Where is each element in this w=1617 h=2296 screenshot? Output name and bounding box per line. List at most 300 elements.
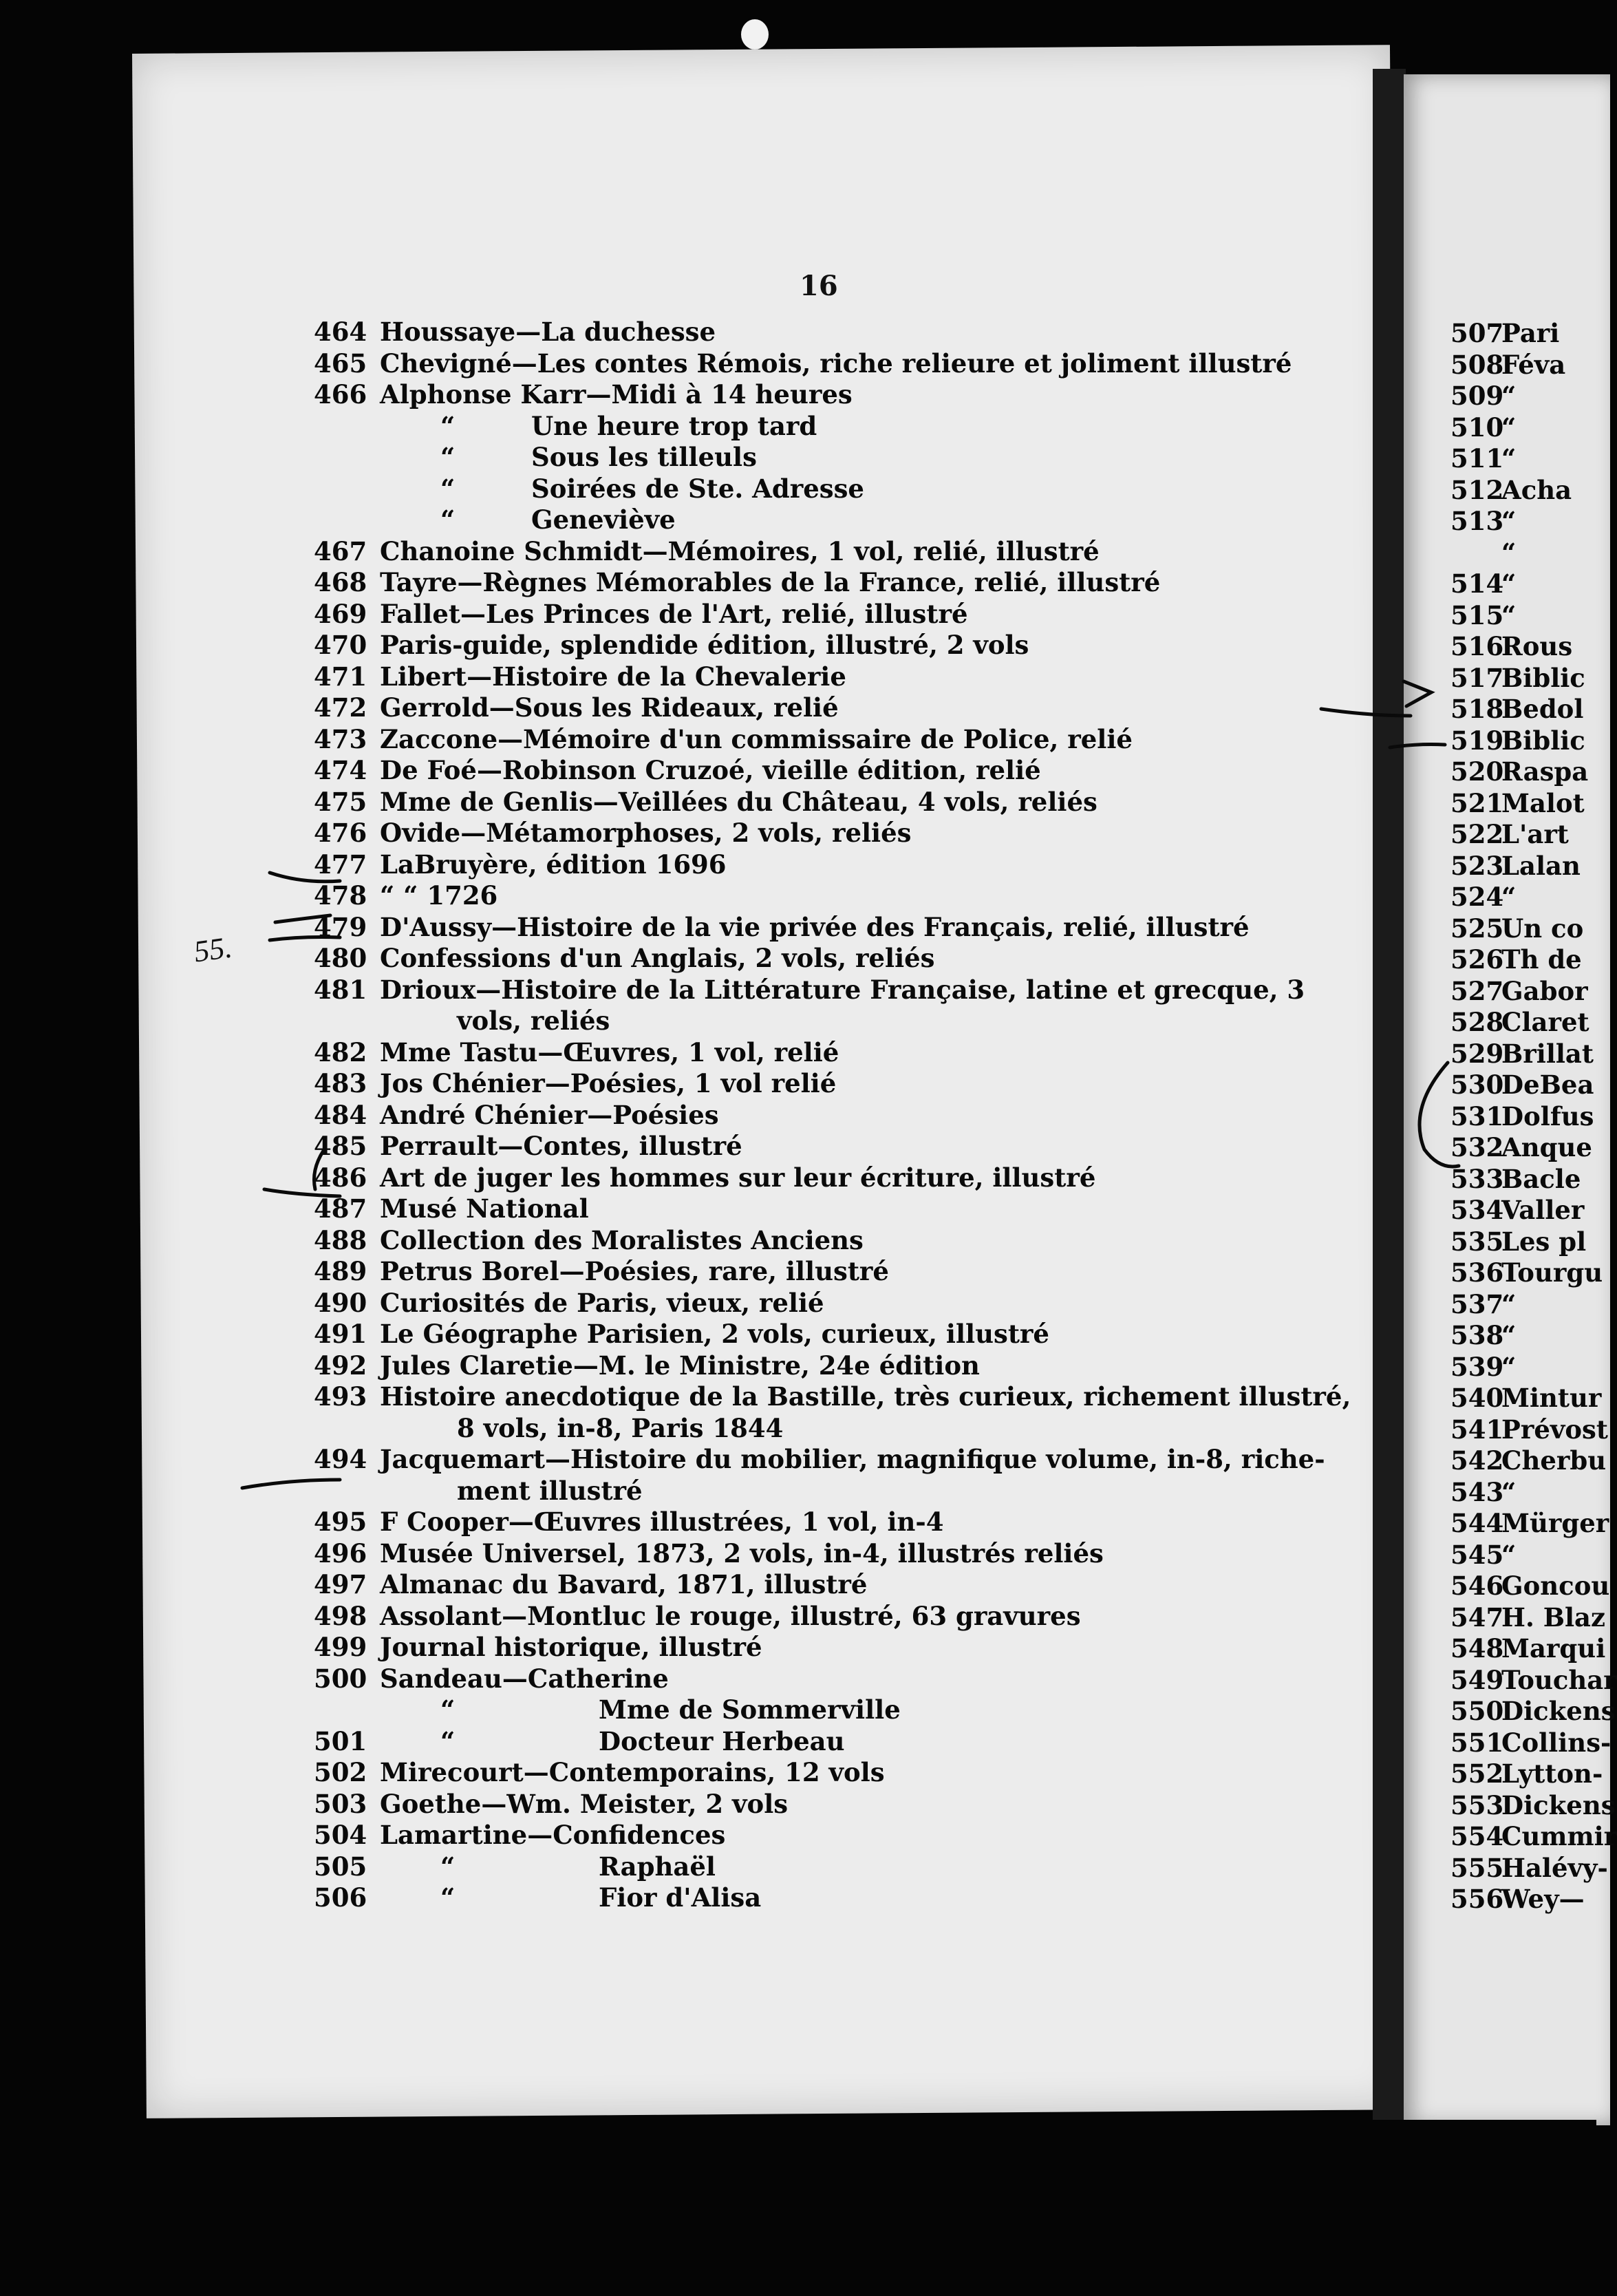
entry-number: 509 — [1450, 381, 1504, 411]
entry-text: Mme de Genlis—Veillées du Château, 4 vols, reliés — [380, 786, 1097, 817]
entry-text: Wey— — [1501, 1884, 1585, 1914]
ditto-mark: “ — [440, 473, 456, 504]
entry-text: “ — [1501, 1351, 1517, 1382]
entry-number: 503 — [314, 1788, 367, 1819]
entry-number: 469 — [314, 598, 367, 629]
entry-number: 553 — [1450, 1789, 1504, 1820]
entry-number: 519 — [1450, 725, 1504, 756]
catalogue-entry — [314, 317, 1318, 348]
right-catalogue-entry — [1450, 1853, 1617, 1884]
entry-number: 554 — [1450, 1821, 1504, 1851]
right-catalogue-entry — [1450, 1070, 1617, 1101]
right-catalogue-entry — [1450, 1571, 1617, 1602]
entry-text: Rous — [1501, 631, 1573, 661]
entry-text: Bedol — [1501, 694, 1584, 724]
entry-text: Curiosités de Paris, vieux, relié — [380, 1287, 824, 1318]
entry-number: 523 — [1450, 850, 1504, 881]
entry-number: 470 — [314, 630, 367, 660]
entry-number: 514 — [1450, 568, 1504, 599]
entry-number: 492 — [314, 1350, 367, 1381]
entry-number: 538 — [1450, 1320, 1504, 1350]
entry-text: Biblic — [1501, 662, 1585, 693]
catalogue-entry — [314, 567, 1318, 599]
entry-text: D'Aussy—Histoire de la vie privée des Français, relié, illustré — [380, 911, 1250, 942]
entry-text: “ — [1501, 1288, 1517, 1319]
entry-number: 537 — [1450, 1288, 1504, 1319]
entry-number: 481 — [314, 974, 367, 1005]
right-catalogue-entry — [1450, 1383, 1617, 1414]
right-catalogue-entry — [1450, 788, 1617, 820]
entry-number: 473 — [314, 723, 367, 754]
right-catalogue-entry — [1450, 913, 1617, 945]
entry-number: 551 — [1450, 1727, 1504, 1758]
entry-text: Perrault—Contes, illustré — [380, 1131, 742, 1161]
catalogue-entry — [314, 1162, 1318, 1194]
entry-text: Sous les tilleuls — [531, 442, 757, 472]
scan-border — [0, 2120, 1596, 2296]
entry-text: Cherbu — [1501, 1445, 1607, 1476]
right-catalogue-entry — [1450, 1758, 1617, 1790]
right-catalogue-entry — [1450, 756, 1617, 788]
entry-number: 526 — [1450, 944, 1504, 975]
entry-number: 556 — [1450, 1884, 1504, 1914]
entry-number: 539 — [1450, 1351, 1504, 1382]
catalogue-entry — [314, 1193, 1318, 1225]
right-catalogue-entry — [1450, 350, 1617, 381]
entry-number: 476 — [314, 818, 367, 848]
entry-text: Ovide—Métamorphoses, 2 vols, reliés — [380, 818, 912, 848]
right-catalogue-entry — [1450, 1007, 1617, 1039]
right-catalogue-entry — [1450, 412, 1617, 444]
entry-number: 490 — [314, 1287, 367, 1318]
catalogue-entry — [314, 1726, 1318, 1758]
catalogue-entry — [314, 1037, 1318, 1069]
right-catalogue-entry — [1450, 1039, 1617, 1070]
entry-number: 529 — [1450, 1038, 1504, 1069]
entry-text: DeBea — [1501, 1070, 1594, 1100]
entry-text: Journal historique, illustré — [380, 1632, 762, 1662]
entry-text: Chanoine Schmidt—Mémoires, 1 vol, relié, illustré — [380, 535, 1100, 566]
entry-number: 535 — [1450, 1226, 1504, 1257]
catalogue-entry — [314, 504, 1318, 536]
catalogue-entry — [314, 1288, 1318, 1319]
entry-number — [1450, 538, 1495, 569]
entry-number: 487 — [314, 1193, 367, 1224]
entry-text: Halévy- — [1501, 1852, 1608, 1883]
catalogue-entry — [314, 1632, 1318, 1663]
entry-text: Mürger — [1501, 1508, 1609, 1538]
catalogue-entry — [314, 1663, 1318, 1695]
right-catalogue-entry — [1450, 976, 1617, 1008]
entry-text: Anque — [1501, 1132, 1592, 1162]
entry-number: 541 — [1450, 1414, 1504, 1445]
right-catalogue-entry — [1450, 1445, 1617, 1477]
right-catalogue-entry — [1450, 819, 1617, 851]
entry-number: 533 — [1450, 1163, 1504, 1194]
entry-text: Mintur — [1501, 1383, 1602, 1413]
catalogue-entry — [314, 1381, 1351, 1413]
entry-text: Prévost — [1501, 1414, 1608, 1445]
right-catalogue-entry — [1450, 1540, 1617, 1571]
right-catalogue-entry — [1450, 568, 1617, 600]
entry-number: 543 — [1450, 1476, 1504, 1507]
catalogue-entry — [314, 912, 1318, 944]
catalogue-entry — [314, 379, 1318, 411]
catalogue-entry — [314, 1757, 1318, 1789]
entry-number: 485 — [314, 1131, 367, 1161]
catalogue-entry — [314, 724, 1318, 756]
entry-number: 532 — [1450, 1132, 1504, 1162]
right-catalogue-entry — [1450, 1602, 1617, 1634]
entry-number: 508 — [1450, 349, 1504, 380]
right-catalogue-entry — [1450, 600, 1617, 632]
entry-number: 499 — [314, 1632, 367, 1662]
catalogue-entry — [314, 1601, 1318, 1633]
entry-text: “ — [1501, 1539, 1517, 1570]
catalogue-entry — [314, 1789, 1318, 1820]
catalogue-entry — [314, 599, 1318, 630]
ditto-mark: “ — [440, 1851, 456, 1882]
entry-text: Goncou — [1501, 1571, 1610, 1601]
entry-text: Marqui — [1501, 1633, 1606, 1663]
catalogue-entry — [314, 1851, 1318, 1883]
entry-text: Tayre—Règnes Mémorables de la France, relié, illustré — [380, 567, 1161, 597]
entry-number: 480 — [314, 943, 367, 973]
entry-number: 472 — [314, 692, 367, 723]
catalogue-entry — [314, 943, 1318, 975]
entry-text: “ — [1501, 506, 1517, 536]
entry-number: 522 — [1450, 819, 1504, 849]
catalogue-list — [314, 317, 1351, 1914]
entry-text: Pari — [1501, 318, 1560, 348]
entry-number: 507 — [1450, 318, 1504, 348]
entry-number: 486 — [314, 1162, 367, 1193]
catalogue-entry — [314, 1350, 1318, 1382]
right-catalogue-entry — [1450, 443, 1617, 475]
entry-text: Petrus Borel—Poésies, rare, illustré — [380, 1256, 889, 1286]
catalogue-entry — [314, 411, 1318, 443]
right-catalogue-entry — [1450, 1633, 1617, 1665]
catalogue-entry — [314, 1476, 1318, 1507]
entry-number: 527 — [1450, 975, 1504, 1006]
catalogue-entry — [314, 1068, 1318, 1100]
ditto-mark: “ — [440, 504, 456, 535]
entry-number: 477 — [314, 849, 367, 880]
entry-text: Lytton- — [1501, 1758, 1603, 1789]
right-catalogue-entry — [1450, 506, 1617, 538]
entry-number: 510 — [1450, 412, 1504, 443]
entry-text: L'art — [1501, 819, 1569, 849]
ditto-mark: “ — [440, 1882, 456, 1913]
catalogue-entry — [314, 1100, 1318, 1131]
right-catalogue-entry — [1450, 631, 1617, 663]
entry-number: 497 — [314, 1569, 367, 1599]
entry-number: 505 — [314, 1851, 367, 1882]
right-catalogue-entry — [1450, 1352, 1617, 1383]
entry-number: 545 — [1450, 1539, 1504, 1570]
entry-number: 534 — [1450, 1195, 1504, 1225]
entry-text: Jules Claretie—M. le Ministre, 24e édition — [380, 1350, 980, 1381]
entry-number: 524 — [1450, 882, 1504, 912]
catalogue-entry — [314, 692, 1318, 724]
entry-number: 501 — [314, 1725, 367, 1756]
catalogue-entry — [314, 1256, 1318, 1288]
catalogue-entry — [314, 755, 1318, 787]
entry-text: Musée Universel, 1873, 2 vols, in-4, illustrés reliés — [380, 1538, 1104, 1569]
right-catalogue-entry — [1450, 694, 1617, 725]
entry-number: 489 — [314, 1256, 367, 1286]
entry-number: 498 — [314, 1600, 367, 1631]
entry-text: Bacle — [1501, 1163, 1581, 1194]
entry-number: 517 — [1450, 662, 1504, 693]
catalogue-entry — [314, 880, 1318, 912]
entry-text: Confessions d'un Anglais, 2 vols, reliés — [380, 943, 935, 973]
right-catalogue-entry — [1450, 538, 1617, 569]
entry-text: Zaccone—Mémoire d'un commissaire de Police, relié — [380, 723, 1133, 754]
entry-text: Jacquemart—Histoire du mobilier, magnifique volume, in-8, riche- — [380, 1444, 1325, 1474]
entry-number: 515 — [1450, 599, 1504, 630]
right-catalogue-entry — [1450, 1257, 1617, 1289]
entry-text: vols, reliés — [457, 1006, 610, 1036]
catalogue-entry — [314, 1413, 1318, 1445]
entry-number: 467 — [314, 535, 367, 566]
entry-text: Musé National — [380, 1193, 589, 1224]
entry-number: 518 — [1450, 694, 1504, 724]
entry-text: Paris-guide, splendide édition, illustré, 2 vols — [380, 630, 1029, 660]
entry-number: 547 — [1450, 1602, 1504, 1633]
entry-number: 479 — [314, 911, 367, 942]
entry-text: “ — [1501, 1476, 1517, 1507]
entry-number: 552 — [1450, 1758, 1504, 1789]
entry-number: 520 — [1450, 756, 1504, 787]
catalogue-entry — [314, 661, 1318, 693]
catalogue-entry — [314, 849, 1318, 881]
entry-text: Jos Chénier—Poésies, 1 vol relié — [380, 1068, 837, 1098]
entry-text: Dickens — [1501, 1696, 1616, 1726]
entry-number: 530 — [1450, 1070, 1504, 1100]
entry-text: H. Blaz — [1501, 1602, 1606, 1633]
entry-number: 525 — [1450, 913, 1504, 944]
right-catalogue-entry — [1450, 1101, 1617, 1133]
catalogue-entry — [314, 1694, 1318, 1726]
entry-number: 500 — [314, 1663, 367, 1694]
entry-text: Valler — [1501, 1195, 1585, 1225]
entry-number: 502 — [314, 1757, 367, 1787]
catalogue-entry — [314, 630, 1318, 661]
entry-number: 512 — [1450, 474, 1504, 505]
entry-text: “ — [1501, 568, 1517, 599]
entry-text: Malot — [1501, 787, 1585, 818]
right-catalogue-entry — [1450, 1164, 1617, 1195]
catalogue-entry — [314, 348, 1318, 380]
catalogue-entry — [314, 474, 1318, 505]
entry-text: Soirées de Ste. Adresse — [531, 473, 864, 504]
entry-text: Mirecourt—Contemporains, 12 vols — [380, 1757, 885, 1787]
right-catalogue-entry — [1450, 1477, 1617, 1509]
entry-text: Dickens — [1501, 1789, 1616, 1820]
entry-text: Sandeau—Catherine — [380, 1663, 669, 1694]
entry-number: 548 — [1450, 1633, 1504, 1663]
entry-number: 513 — [1450, 506, 1504, 536]
right-catalogue-entry — [1450, 1414, 1617, 1446]
catalogue-entry — [314, 1444, 1325, 1476]
right-catalogue-entry — [1450, 1226, 1617, 1258]
entry-number: 496 — [314, 1538, 367, 1569]
catalogue-entry — [314, 1225, 1318, 1257]
catalogue-entry — [314, 1538, 1318, 1570]
entry-number: 549 — [1450, 1664, 1504, 1695]
entry-number: 550 — [1450, 1696, 1504, 1726]
entry-text: Alphonse Karr—Midi à 14 heures — [380, 379, 853, 410]
entry-text: ment illustré — [457, 1475, 643, 1506]
right-catalogue-entry — [1450, 882, 1617, 913]
entry-text: “ “ 1726 — [380, 880, 498, 911]
catalogue-entry — [314, 975, 1318, 1006]
entry-text: Collins- — [1501, 1727, 1611, 1758]
entry-text: Libert—Histoire de la Chevalerie — [380, 661, 846, 692]
entry-text: Raphaël — [599, 1851, 716, 1882]
entry-number: 493 — [314, 1381, 367, 1412]
right-catalogue-entry — [1450, 725, 1617, 757]
entry-text: Féva — [1501, 349, 1566, 380]
right-catalogue-entry — [1450, 1132, 1617, 1164]
entry-text: Collection des Moralistes Anciens — [380, 1224, 864, 1255]
entry-text: LaBruyère, édition 1696 — [380, 849, 727, 880]
right-catalogue-entry — [1450, 944, 1617, 976]
entry-text: Touchar — [1501, 1664, 1617, 1695]
catalogue-entry — [314, 1319, 1318, 1350]
entry-text: De Foé—Robinson Cruzoé, vieille édition, relié — [380, 755, 1041, 785]
entry-text: “ — [1501, 882, 1517, 912]
entry-text: Th de — [1501, 944, 1582, 975]
entry-number: 540 — [1450, 1383, 1504, 1413]
right-catalogue-entry — [1450, 1884, 1617, 1915]
entry-text: Art de juger les hommes sur leur écriture, illustré — [380, 1162, 1096, 1193]
entry-text: Houssaye—La duchesse — [380, 317, 716, 347]
entry-text: Assolant—Montluc le rouge, illustré, 63 gravures — [380, 1600, 1081, 1631]
entry-number: 482 — [314, 1037, 367, 1067]
catalogue-entry — [314, 1507, 1318, 1538]
entry-number: 468 — [314, 567, 367, 597]
entry-number: 465 — [314, 348, 367, 379]
entry-text: “ — [1501, 599, 1517, 630]
entry-number: 506 — [314, 1882, 367, 1913]
entry-text: Histoire anecdotique de la Bastille, très curieux, richement illustré, — [380, 1381, 1351, 1412]
ditto-mark: “ — [440, 1694, 456, 1725]
ditto-mark: “ — [440, 442, 456, 472]
entry-text: 8 vols, in-8, Paris 1844 — [457, 1412, 784, 1443]
entry-number: 516 — [1450, 631, 1504, 661]
entry-text: “ — [1501, 412, 1517, 443]
entry-number: 466 — [314, 379, 367, 410]
entry-number: 478 — [314, 880, 367, 911]
entry-text: Brillat — [1501, 1038, 1594, 1069]
entry-text: André Chénier—Poésies — [380, 1099, 719, 1130]
entry-text: Drioux—Histoire de la Littérature Française, latine et grecque, 3 — [380, 974, 1305, 1005]
catalogue-entry — [314, 1882, 1318, 1914]
entry-number: 488 — [314, 1224, 367, 1255]
right-page-catalogue-list — [1450, 318, 1617, 1915]
entry-number: 471 — [314, 661, 367, 692]
entry-text: Les pl — [1501, 1226, 1587, 1257]
ditto-mark: “ — [440, 1725, 456, 1756]
entry-text: Geneviève — [531, 504, 676, 535]
right-catalogue-entry — [1450, 1665, 1617, 1697]
right-catalogue-entry — [1450, 1289, 1617, 1321]
entry-text: Gabor — [1501, 975, 1588, 1006]
right-catalogue-entry — [1450, 1821, 1617, 1853]
catalogue-entry — [314, 1131, 1318, 1162]
entry-text: Raspa — [1501, 756, 1589, 787]
right-catalogue-entry — [1450, 663, 1617, 694]
right-catalogue-entry — [1450, 1696, 1617, 1728]
entry-text: Gerrold—Sous les Rideaux, relié — [380, 692, 839, 723]
entry-text: Mme Tastu—Œuvres, 1 vol, relié — [380, 1037, 839, 1067]
entry-text: Claret — [1501, 1007, 1589, 1037]
entry-text: Cummir — [1501, 1821, 1617, 1851]
entry-number: 491 — [314, 1319, 367, 1349]
entry-number: 475 — [314, 786, 367, 817]
right-catalogue-entry — [1450, 851, 1617, 882]
entry-text: Un co — [1501, 913, 1584, 944]
catalogue-entry — [314, 442, 1318, 474]
right-catalogue-entry — [1450, 1728, 1617, 1759]
entry-text: Almanac du Bavard, 1871, illustré — [380, 1569, 868, 1599]
page-gutter — [1373, 69, 1406, 2127]
entry-text: Goethe—Wm. Meister, 2 vols — [380, 1788, 789, 1819]
entry-text: Dolfus — [1501, 1101, 1594, 1131]
page-number: 16 — [800, 270, 838, 302]
catalogue-entry — [314, 787, 1318, 818]
right-catalogue-entry — [1450, 1195, 1617, 1226]
catalogue-entry — [314, 818, 1318, 849]
right-catalogue-entry — [1450, 381, 1617, 412]
entry-text: Une heure trop tard — [531, 410, 817, 441]
entry-text: Lamartine—Confidences — [380, 1820, 726, 1850]
right-catalogue-entry — [1450, 1320, 1617, 1352]
catalogue-entry — [314, 1820, 1318, 1851]
entry-number: 494 — [314, 1444, 367, 1474]
entry-text: “ — [1501, 537, 1517, 568]
entry-text: “ — [1501, 443, 1517, 474]
entry-number: 531 — [1450, 1101, 1504, 1131]
entry-text: “ — [1501, 381, 1517, 411]
handwritten-margin-note: 55. — [191, 930, 235, 969]
entry-text: Tourgu — [1501, 1257, 1603, 1288]
entry-number: 528 — [1450, 1007, 1504, 1037]
entry-text: Lalan — [1501, 850, 1581, 881]
entry-text: Mme de Sommerville — [599, 1694, 901, 1725]
catalogue-entry — [314, 536, 1318, 568]
right-catalogue-entry — [1450, 475, 1617, 507]
entry-number: 474 — [314, 755, 367, 785]
entry-number: 495 — [314, 1507, 367, 1537]
entry-text: Chevigné—Les contes Rémois, riche relieure et joliment illustré — [380, 348, 1292, 379]
entry-number: 484 — [314, 1099, 367, 1130]
entry-number: 536 — [1450, 1257, 1504, 1288]
ditto-mark: “ — [440, 410, 456, 441]
entry-text: Biblic — [1501, 725, 1585, 756]
entry-number: 464 — [314, 317, 367, 347]
catalogue-entry — [314, 1006, 1318, 1037]
entry-text: Acha — [1501, 474, 1572, 505]
entry-number: 521 — [1450, 787, 1504, 818]
entry-number: 504 — [314, 1820, 367, 1850]
entry-text: Fior d'Alisa — [599, 1882, 762, 1913]
entry-text: Fallet—Les Princes de l'Art, relié, illustré — [380, 598, 968, 629]
catalogue-entry — [314, 1569, 1318, 1601]
entry-number: 511 — [1450, 443, 1504, 474]
